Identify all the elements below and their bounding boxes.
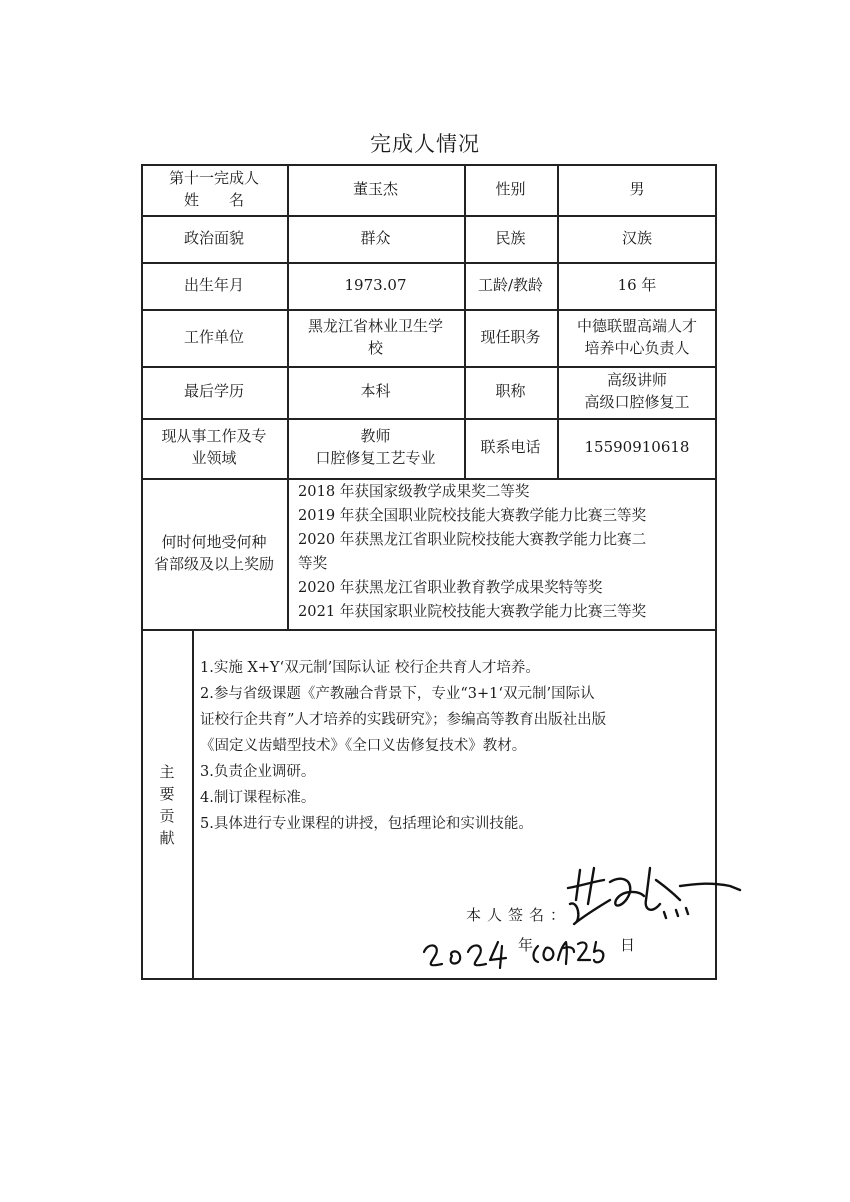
name-label <box>141 164 287 215</box>
awards-list <box>296 480 716 630</box>
gender-label: 性别 <box>495 179 526 198</box>
contribution-line: 证校行企共育”人才培养的实践研究》；参编高等教育出版社出版 <box>200 712 607 728</box>
field-label-line1: 现从事工作及专 <box>161 427 267 446</box>
award-item: 2020 年获黑龙江省职业教育教学成果奖特等奖 <box>298 579 603 596</box>
politics-label: 政治面貌 <box>183 228 244 247</box>
contrib-label-char: 贡 <box>159 807 175 825</box>
field-label <box>141 418 287 478</box>
award-item: 2020 年获黑龙江省职业院校技能大赛教学能力比赛二 <box>298 531 647 548</box>
award-item: 等奖 <box>298 555 328 572</box>
position-label: 现任职务 <box>480 327 541 346</box>
awards-label-line2: 省部级及以上奖励 <box>153 554 274 573</box>
date-year-label: 年 <box>518 936 534 954</box>
education-value: 本科 <box>360 382 391 401</box>
contribution-line: 5.具体进行专业课程的讲授，包括理论和实训技能。 <box>200 816 533 832</box>
contrib-label-char: 主 <box>159 763 175 781</box>
employer-value-line2: 校 <box>367 338 383 357</box>
title-value-line1: 高级讲师 <box>606 371 667 390</box>
contrib-label <box>141 630 193 980</box>
name-value: 董玉杰 <box>352 179 398 198</box>
signature-label: 本人签名： <box>466 906 572 924</box>
awards-label-line1: 何时何地受何种 <box>161 532 267 551</box>
field-value-line2: 口腔修复工艺专业 <box>315 449 436 467</box>
seniority-value: 16 年 <box>617 275 657 294</box>
contrib-label-char: 献 <box>159 829 175 847</box>
name-label-line1: 第十一完成人 <box>168 168 259 187</box>
phone-value: 15590910618 <box>584 438 690 457</box>
date-day-label: 日 <box>620 936 636 954</box>
title-label: 职称 <box>495 382 526 401</box>
employer-label: 工作单位 <box>183 327 244 346</box>
position-value <box>557 309 717 366</box>
seniority-label: 工龄/教龄 <box>477 275 544 294</box>
position-value-line2: 培养中心负责人 <box>584 338 690 357</box>
ethnicity-value: 汉族 <box>621 228 652 247</box>
field-value <box>287 418 464 478</box>
contribution-line: 3.负责企业调研。 <box>200 764 316 780</box>
title-value <box>557 366 717 418</box>
field-value-line1: 教师 <box>360 427 391 446</box>
title-value-line2: 高级口腔修复工 <box>584 393 690 411</box>
contribution-line: 2.参与省级课题《产教融合背景下，专业“3+1‘双元制’国际认 <box>200 686 595 702</box>
award-item: 2018 年获国家级教学成果奖二等奖 <box>298 483 530 500</box>
phone-label: 联系电话 <box>480 438 541 457</box>
handwritten-date <box>418 930 618 976</box>
politics-value: 群众 <box>360 228 391 247</box>
page-title: 完成人情况 <box>370 132 480 156</box>
handwritten-signature <box>560 860 750 930</box>
award-item: 2021 年获国家职业院校技能大赛教学能力比赛三等奖 <box>298 603 647 620</box>
contribution-line: 4.制订课程标准。 <box>200 790 316 806</box>
contributions-list <box>200 655 710 837</box>
birth-label: 出生年月 <box>183 275 244 294</box>
position-value-line1: 中德联盟高端人才 <box>576 316 697 335</box>
award-item: 2019 年获全国职业院校技能大赛教学能力比赛三等奖 <box>298 507 647 524</box>
field-label-line2: 业领域 <box>191 449 237 467</box>
contribution-line: 1.实施 X+Y‘双元制’国际认证 校行企共育人才培养。 <box>200 660 540 676</box>
ethnicity-label: 民族 <box>495 228 526 247</box>
education-label: 最后学历 <box>183 382 244 401</box>
awards-label <box>141 478 287 629</box>
contribution-line: 《固定义齿蜡型技术》《全口义齿修复技术》教材。 <box>200 738 527 754</box>
employer-value-line1: 黑龙江省林业卫生学 <box>307 316 443 335</box>
contrib-label-char: 要 <box>159 785 175 803</box>
employer-value <box>287 309 464 366</box>
name-label-line2: 姓 名 <box>183 190 244 209</box>
birth-value: 1973.07 <box>344 275 407 294</box>
gender-value: 男 <box>629 179 645 198</box>
